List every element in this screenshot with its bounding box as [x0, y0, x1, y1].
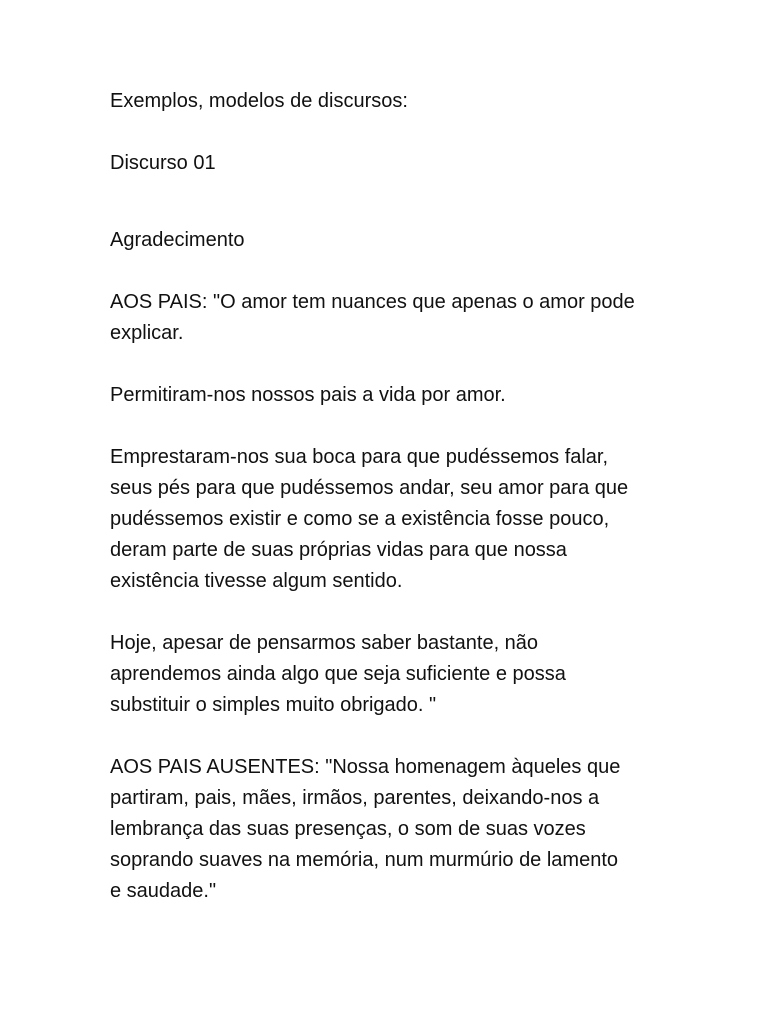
paragraph-line: lembrança das suas presenças, o som de suas vozes [110, 818, 586, 840]
paragraph-aos-pais [110, 287, 670, 349]
spacer [110, 349, 670, 380]
paragraph-aos-pais-ausentes [110, 752, 670, 907]
spacer [110, 721, 670, 752]
paragraph-line: e saudade." [110, 880, 217, 902]
paragraph-line: soprando suaves na memória, num murmúrio de lamento [110, 849, 619, 871]
spacer [110, 179, 670, 225]
paragraph-line: substituir o simples muito obrigado. " [110, 694, 437, 716]
section-title: Agradecimento [110, 229, 245, 251]
paragraph-line: aprendemos ainda algo que seja suficiente e possa [110, 663, 566, 685]
paragraph-hoje [110, 628, 670, 721]
paragraph-line: Hoje, apesar de pensarmos saber bastante, não [110, 632, 539, 654]
paragraph-line: deram parte de suas próprias vidas para que nossa [110, 539, 567, 561]
spacer [110, 117, 670, 148]
spacer [110, 411, 670, 442]
spacer [110, 597, 670, 628]
paragraph-line: existência tivesse algum sentido. [110, 570, 403, 592]
paragraph-line: pudéssemos existir e como se a existência fosse pouco, [110, 508, 610, 530]
paragraph-line: partiram, pais, mães, irmãos, parentes, deixando-nos a [110, 787, 600, 809]
paragraph-line: Permitiram-nos nossos pais a vida por amor. [110, 384, 506, 406]
paragraph-emprestaram [110, 442, 670, 597]
document-page [110, 86, 670, 907]
paragraph-line: Emprestaram-nos sua boca para que pudéssemos falar, [110, 446, 609, 468]
speech-number: Discurso 01 [110, 152, 216, 174]
paragraph-permitiram [110, 380, 670, 411]
spacer [110, 256, 670, 287]
paragraph-line: AOS PAIS AUSENTES: "Nossa homenagem àqueles que [110, 756, 621, 778]
paragraph-line: explicar. [110, 322, 184, 344]
paragraph-line: seus pés para que pudéssemos andar, seu amor para que [110, 477, 629, 499]
document-heading: Exemplos, modelos de discursos: [110, 90, 408, 112]
paragraph-line: AOS PAIS: "O amor tem nuances que apenas o amor pode [110, 291, 635, 313]
